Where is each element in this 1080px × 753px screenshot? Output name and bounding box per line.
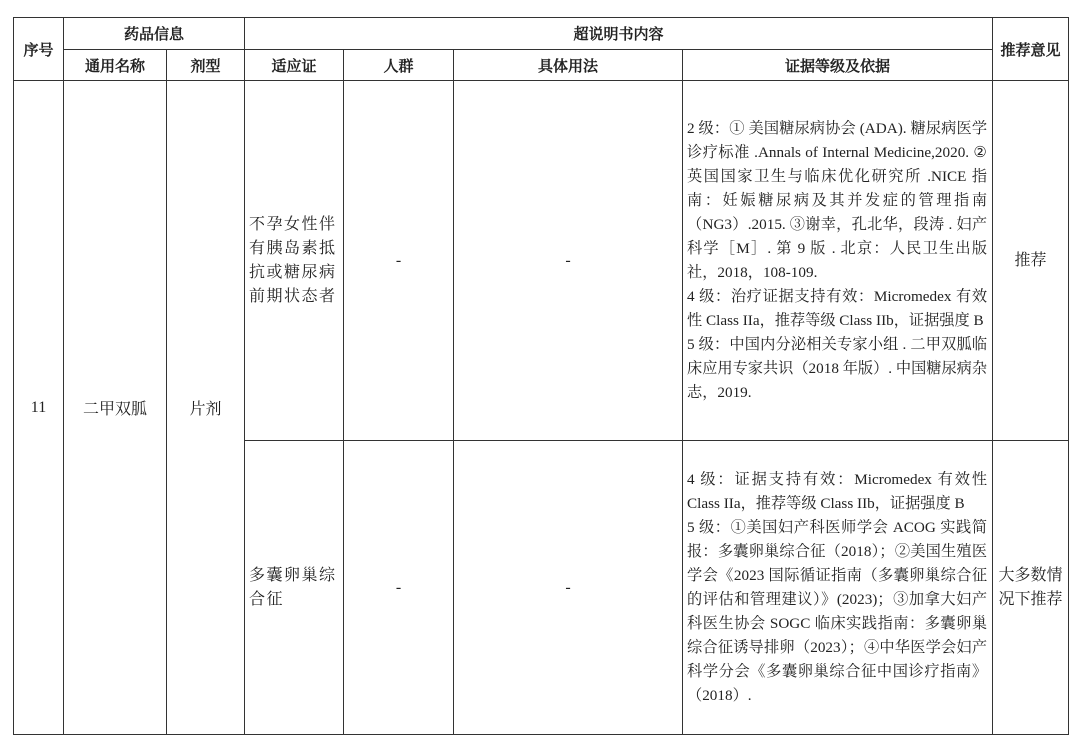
- table-row: [14, 81, 1069, 441]
- indication-cell: 多囊卵巢综合征: [245, 441, 344, 735]
- usage-cell: -: [454, 81, 683, 441]
- generic-name-cell: 二甲双胍: [64, 81, 167, 735]
- indication-header: 适应证: [245, 50, 344, 81]
- seq-cell: 11: [14, 81, 64, 735]
- recommendation-cell: 大多数情况下推荐: [993, 441, 1069, 735]
- dosage-form-cell: 片剂: [167, 81, 245, 735]
- evidence-header: 证据等级及依据: [683, 50, 993, 81]
- recommendation-cell: 推荐: [993, 81, 1069, 441]
- recommendation-header: 推荐意见: [993, 18, 1069, 81]
- seq-header: 序号: [14, 18, 64, 81]
- dosage-form-header: 剂型: [167, 50, 245, 81]
- off-label-header: 超说明书内容: [245, 18, 993, 50]
- usage-header: 具体用法: [454, 50, 683, 81]
- population-cell: -: [344, 81, 454, 441]
- evidence-entry: 5 级：中国内分泌相关专家小组 . 二甲双胍临床应用专家共识（2018 年版）. 中国糖尿病杂志，2019.: [687, 335, 988, 401]
- evidence-entry: 5 级：①美国妇产科医师学会 ACOG 实践简报：多囊卵巢综合征（2018）；②美国生殖医学会《2023 国际循证指南（多囊卵巢综合征的评估和管理建议）》(2023)；③加拿大妇产科医生协会 SOGC 临床实践指南：多囊卵巢综合征诱导排卵（2023）；④中华医学会妇产科学分会《多囊卵巢综合征中国诊疗指南》（2018）.: [687, 518, 988, 704]
- population-cell: -: [344, 441, 454, 735]
- generic-name-header: 通用名称: [64, 50, 167, 81]
- evidence-entry: 2 级：① 美国糖尿病协会 (ADA). 糖尿病医学诊疗标准 .Annals of Internal Medicine,2020. ②英国国家卫生与临床优化研究所 .NICE 指南：妊娠糖尿病及其并发症的管理指南（NG3）.2015. ③谢幸，孔北华，段涛 . 妇产科学［M］. 第 9 版 . 北京：人民卫生出版社，2018，108-109.: [687, 119, 988, 281]
- evidence-entry: 4 级：证据支持有效：Micromedex 有效性 Class IIa，推荐等级 Class IIb，证据强度 B: [687, 470, 988, 512]
- header-row-2: [14, 50, 1069, 81]
- evidence-cell: [683, 441, 993, 735]
- evidence-entry: 4 级：治疗证据支持有效：Micromedex 有效性 Class IIa，推荐等级 Class IIb，证据强度 B: [687, 287, 988, 329]
- drug-info-header: 药品信息: [64, 18, 245, 50]
- off-label-drug-table: [13, 17, 1069, 735]
- header-row-1: [14, 18, 1069, 50]
- evidence-cell: [683, 81, 993, 441]
- usage-cell: -: [454, 441, 683, 735]
- indication-cell: 不孕女性伴有胰岛素抵抗或糖尿病前期状态者: [245, 81, 344, 441]
- population-header: 人群: [344, 50, 454, 81]
